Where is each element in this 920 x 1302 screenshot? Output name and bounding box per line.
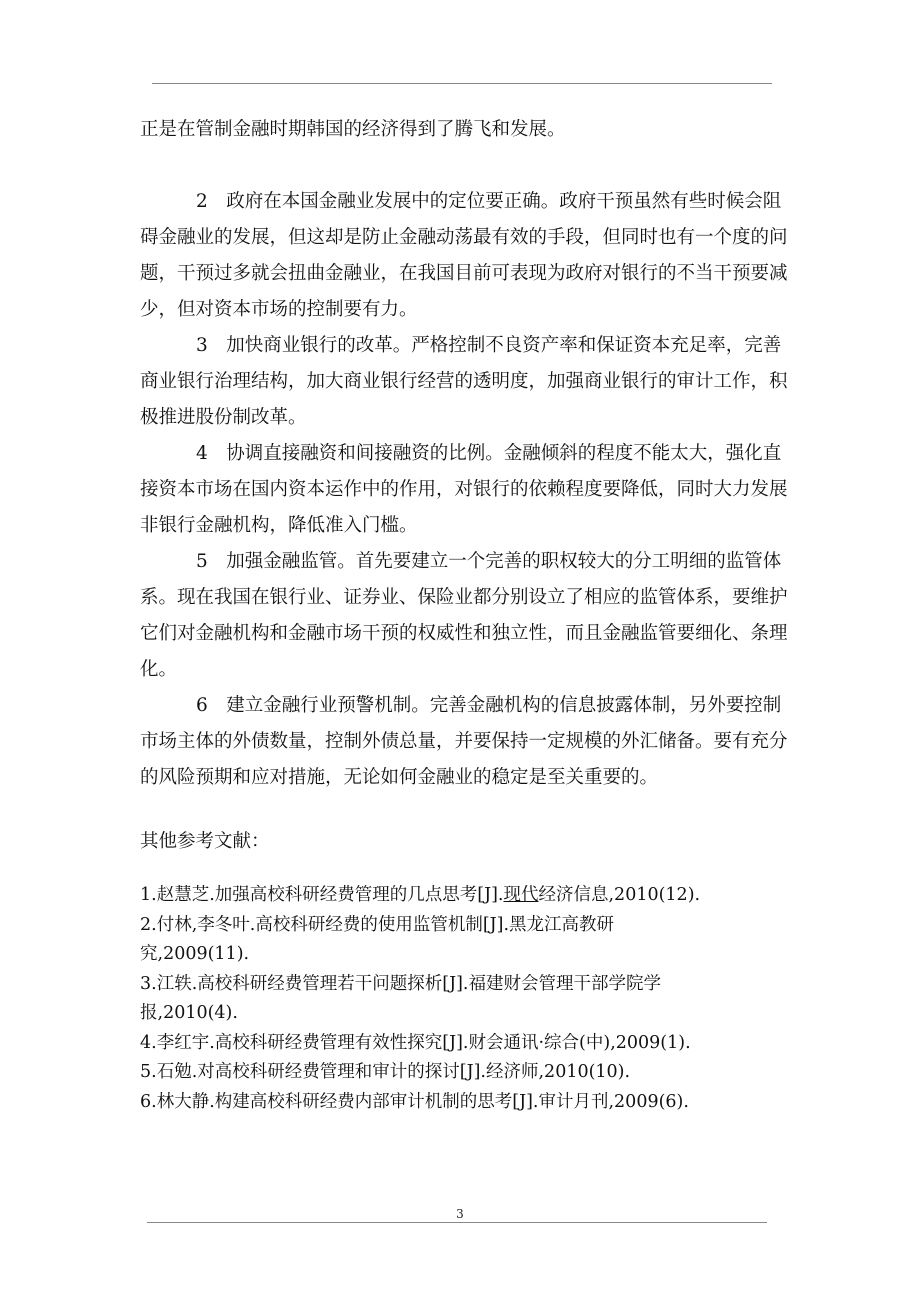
text-line: 化。 xyxy=(140,659,178,680)
text-line: 接资本市场在国内资本运作中的作用，对银行的依赖程度要降低，同时大力发展 xyxy=(140,479,788,500)
text-line: 的风险预期和应对措施，无论如何金融业的稳定是至关重要的。 xyxy=(140,767,659,788)
text-line: 5 加强金融监管。首先要建立一个完善的职权较大的分工明细的监管体 xyxy=(196,551,782,572)
paragraph-item-4 xyxy=(140,436,790,544)
reference-item xyxy=(140,881,790,911)
header-rule xyxy=(152,83,772,84)
paragraph-continuation xyxy=(140,112,790,148)
text-line: 3 加快商业银行的改革。严格控制不良资产率和保证资本充足率，完善 xyxy=(196,335,782,356)
reference-item-continuation: 报,2010(4). xyxy=(140,1003,238,1023)
paragraph-item-2 xyxy=(140,184,790,328)
references-list xyxy=(140,881,790,1117)
paragraph-item-3 xyxy=(140,328,790,436)
footer-rule xyxy=(147,1222,767,1223)
reference-item-continuation: 究,2009(11). xyxy=(140,944,250,964)
text-line: 它们对金融机构和金融市场干预的权威性和独立性，而且金融监管要细化、条理 xyxy=(140,623,788,644)
reference-text: 1.赵慧芝.加强高校科研经费管理的几点思考[J]. xyxy=(140,885,504,905)
page-number: 3 xyxy=(456,1207,464,1221)
text-line: 少，但对资本市场的控制要有力。 xyxy=(140,299,418,320)
text-line: 6 建立金融行业预警机制。完善金融机构的信息披露体制，另外要控制 xyxy=(196,695,782,716)
reference-item: 4.李红宇.高校科研经费管理有效性探究[J].财会通讯·综合(中),2009(1). xyxy=(140,1032,691,1053)
text-line: 2 政府在本国金融业发展中的定位要正确。政府干预虽然有些时候会阻 xyxy=(196,191,782,212)
reference-underlined-text: 现代 xyxy=(503,885,539,905)
references-heading: 其他参考文献： xyxy=(140,831,270,852)
paragraph-item-5 xyxy=(140,544,790,688)
reference-item: 5.石勉.对高校科研经费管理和审计的探讨[J].经济师,2010(10). xyxy=(140,1062,631,1082)
text-line: 4 协调直接融资和间接融资的比例。金融倾斜的程度不能太大，强化直 xyxy=(196,443,782,464)
text-line: 商业银行治理结构，加大商业银行经营的透明度，加强商业银行的审计工作，积 xyxy=(140,371,788,392)
paragraph-item-6 xyxy=(140,688,790,796)
reference-text: 经济信息,2010(12). xyxy=(538,885,701,905)
text-line: 极推进股份制改革。 xyxy=(140,407,307,428)
reference-item: 2.付林,李冬叶.高校科研经费的使用监管机制[J].黑龙江高教研 xyxy=(140,914,615,935)
text-line: 题，干预过多就会扭曲金融业，在我国目前可表现为政府对银行的不当干预要减 xyxy=(140,263,788,284)
text-line: 市场主体的外债数量，控制外债总量，并要保持一定规模的外汇储备。要有充分 xyxy=(140,731,788,752)
text-line: 非银行金融机构，降低准入门槛。 xyxy=(140,515,418,536)
text-line: 正是在管制金融时期韩国的经济得到了腾飞和发展。 xyxy=(140,119,566,140)
reference-item: 3.江轶.高校科研经费管理若干问题探析[J].福建财会管理干部学院学 xyxy=(140,973,661,994)
text-line: 系。现在我国在银行业、证券业、保险业都分别设立了相应的监管体系，要维护 xyxy=(140,587,788,608)
reference-item: 6.林大静.构建高校科研经费内部审计机制的思考[J].审计月刊,2009(6). xyxy=(140,1091,689,1112)
text-line: 碍金融业的发展，但这却是防止金融动荡最有效的手段，但同时也有一个度的问 xyxy=(140,227,788,248)
